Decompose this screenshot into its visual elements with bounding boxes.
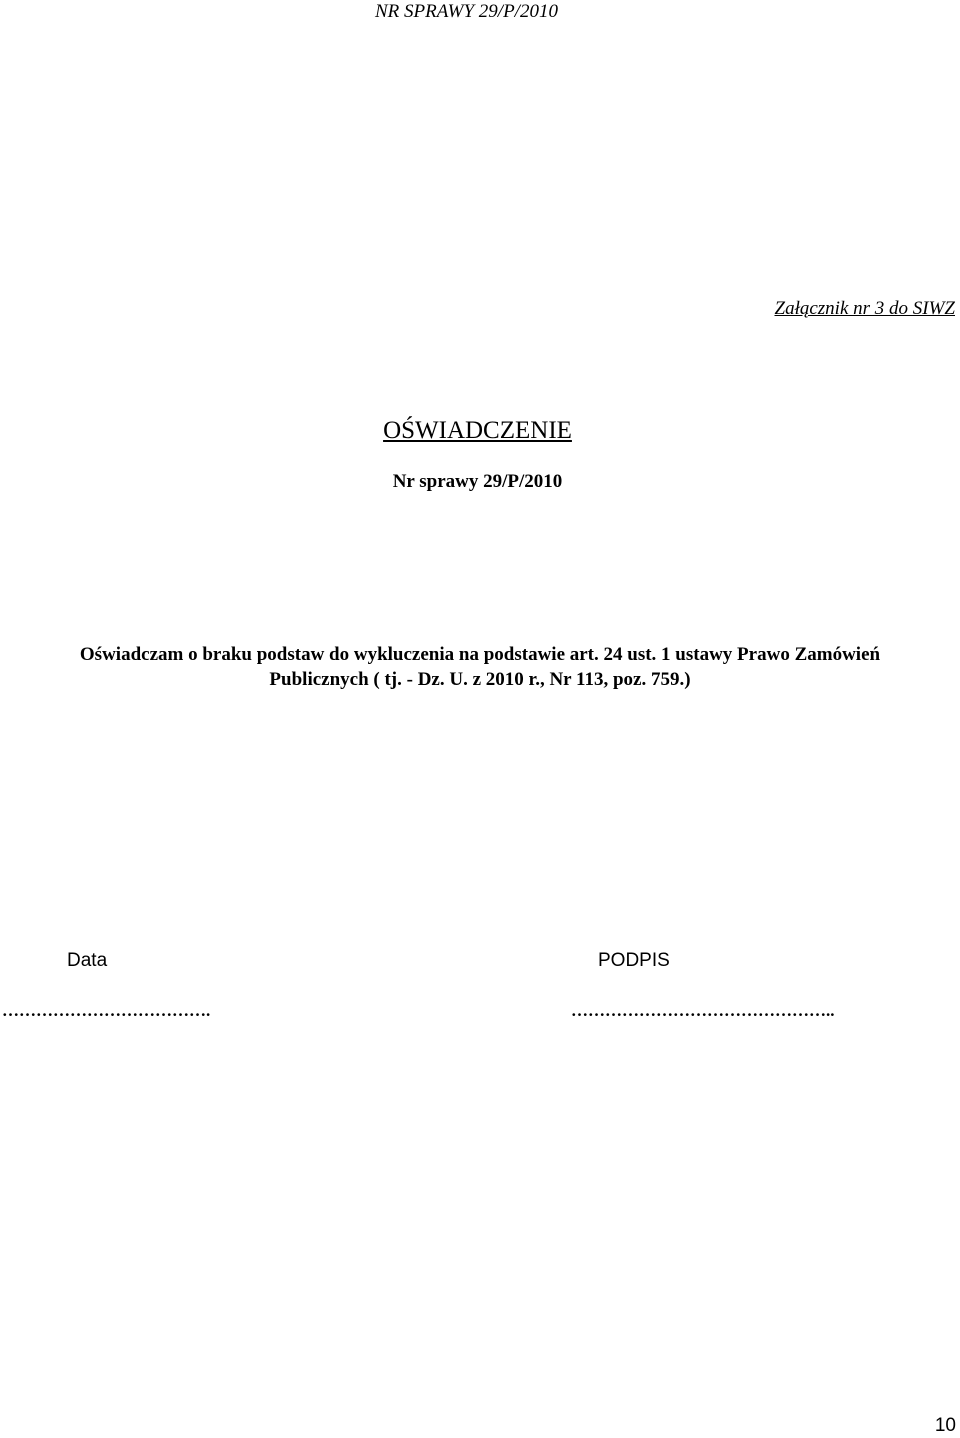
statement-line-2: Publicznych ( tj. - Dz. U. z 2010 r., Nr 113, poz. 759.) bbox=[269, 669, 691, 690]
statement-line-1: Oświadczam o braku podstaw do wykluczenia na podstawie art. 24 ust. 1 ustawy Prawo Zamówień bbox=[79, 644, 881, 665]
annex-label: Załącznik nr 3 do SIWZ bbox=[774, 298, 955, 319]
date-fill-line: ………………………………. bbox=[2, 1001, 211, 1020]
statement-paragraph bbox=[20, 642, 940, 692]
page-number: 10 bbox=[934, 1415, 956, 1436]
date-label: Data bbox=[67, 950, 108, 971]
signature-fill-line: ……………………………………….. bbox=[571, 1001, 835, 1020]
signature-label: PODPIS bbox=[598, 950, 670, 971]
document-title: OŚWIADCZENIE bbox=[383, 417, 572, 444]
case-number-line: Nr sprawy 29/P/2010 bbox=[392, 471, 563, 492]
header-case-number: NR SPRAWY 29/P/2010 bbox=[375, 1, 558, 22]
